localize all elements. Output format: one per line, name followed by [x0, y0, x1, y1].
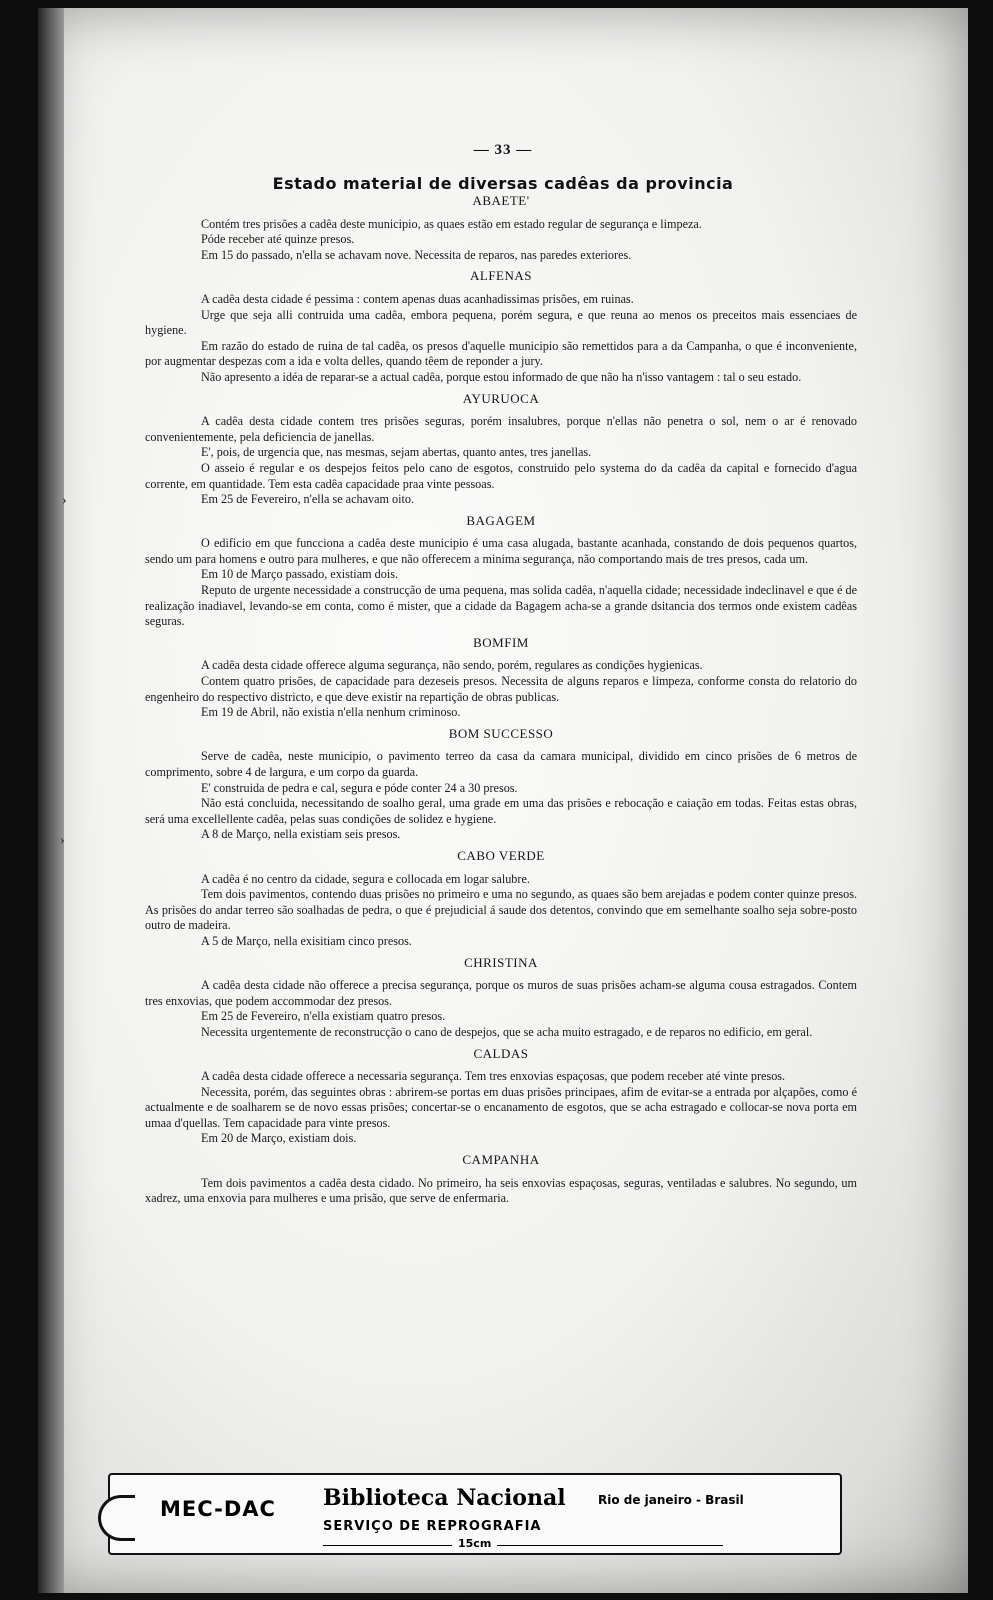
section	[145, 1046, 857, 1148]
binding-shadow	[38, 8, 64, 1593]
paragraph: Contem quatro prisões, de capacidade para dezeseis presos. Necessita de alguns reparos e limpeza, conforme consta do relatorio do engenheiro do respectivo districto, e que deve existir na repartição de obras publicas.	[145, 674, 857, 704]
section-heading: AYURUOCA	[462, 390, 540, 406]
library-stamp	[108, 1473, 842, 1555]
paragraph: O edificio em que funcciona a cadêa deste municipio é uma casa alugada, bastante acanhada, constando de dois pequenos quartos, sendo um para homens e outro para mulheres, e que não offerecem a minima segurança, não comportando mais de tres presos, cada um.	[145, 536, 857, 566]
paragraph: A cadêa desta cidade offerece alguma segurança, não sendo, porém, regulares as condições hygienicas.	[201, 658, 703, 673]
paragraph: Tem dois pavimentos, contendo duas prisões no primeiro e uma no segundo, as quaes são bem arejadas e podem conter quinze presos. As prisões do andar terreo são soalhadas de pedra, o que é prejudicial á saude dos detentos, convindo que em semelhante soalho seja sobre-posto outro de madeira.	[145, 887, 857, 933]
margin-mark: ›	[60, 833, 65, 848]
paragraph: A cadêa desta cidade é pessima : contem apenas duas acanhadissimas prisões, em ruinas.	[201, 291, 634, 306]
section-heading: CABO VERDE	[457, 847, 545, 863]
paragraph: Em razão do estado de ruina de tal cadêa, os presos d'aquelle municipio são remettidos para a da Campanha, o que é inconveniente, por augmentar despezas com a ida e volta delles, quando têem de reponder a jury.	[145, 338, 857, 369]
section-heading: ABAETE'	[472, 193, 530, 208]
section	[145, 268, 857, 385]
paragraph: Não está concluida, necessitando de soalho geral, uma grade em uma das prisões e rebocação e caiação em todas. Feitas estas obras, será uma excellellente cadêa, pelas suas condições de solidez e hygiene.	[145, 796, 857, 826]
stamp-scale-label: 15cm	[452, 1537, 497, 1550]
stamp-service: SERVIÇO DE REPROGRAFIA	[323, 1519, 542, 1534]
document-title: Estado material de diversas cadêas da provincia	[272, 174, 734, 193]
paragraph: Não apresento a idéa de reparar-se a actual cadêa, porque estou informado de que não ha n'isso vantagem : tal o seu estado.	[201, 369, 802, 384]
paragraph: Reputo de urgente necessidade a construcção de uma pequena, mas solida cadêa, n'aquella cidade; necessidade indeclinavel e que é de realização inadiavel, levando-se em conta, como é mister, que a cidade da Bagagem acha-se a grande dsitancia dos termos onde existem cadêas seguras.	[145, 583, 857, 629]
document-body	[145, 188, 857, 1207]
paragraph: Contém tres prisões a cadêa deste municipio, as quaes estão em estado regular de segurança e limpeza.	[201, 216, 702, 231]
paragraph: Urge que seja alli contruida uma cadêa, embora pequena, porém segura, e que reuna ao menos os preceitos mais essenciaes de hygiene.	[145, 307, 857, 338]
page-number: — 33 —	[473, 142, 533, 158]
paragraph: Em 19 de Abril, não existia n'ella nenhum criminoso.	[201, 705, 461, 720]
paragraph: A cadêa desta cidade offerece a necessaria segurança. Tem tres enxovias espaçosas, que podem receber até vinte presos.	[201, 1069, 786, 1084]
section-heading: CAMPANHA	[462, 1152, 540, 1168]
section	[145, 1152, 857, 1207]
paragraph: Em 10 de Março passado, existiam dois.	[201, 567, 398, 582]
section	[145, 635, 857, 721]
stamp-library-name: Biblioteca Nacional	[323, 1485, 566, 1511]
stamp-scale-rule	[323, 1545, 723, 1546]
section-heading: ALFENAS	[469, 268, 532, 284]
paragraph: Serve de cadêa, neste municipio, o pavimento terreo da casa da camara municipal, dividido em cinco prisões de 6 metros de comprimento, sobre 4 de largura, e um corpo da guarda.	[145, 749, 857, 779]
section	[145, 513, 857, 630]
stamp-org: MEC-DAC	[160, 1497, 276, 1521]
section-heading: CHRISTINA	[464, 954, 538, 970]
paragraph: Necessita urgentemente de reconstrucção o cano de despejos, que se acha muito estragado, e de reparos no edificio, em geral.	[201, 1024, 813, 1039]
paragraph: Necessita, porém, das seguintes obras : abrirem-se portas em duas prisões principaes, afim de evitar-se a entrada por alçapões, como é actualmente e de soalharem se de novo essas prisões; concertar-se o encanamento de esgotos, que se acha estragado e collocar-se nova porta em umaa d'quellas. Tem capacidade para vinte presos.	[145, 1084, 857, 1130]
paragraph: Em 15 do passado, n'ella se achavam nove. Necessita de reparos, nas paredes exteriores.	[201, 247, 632, 262]
paragraph: E' construida de pedra e cal, segura e póde conter 24 a 30 presos.	[201, 780, 518, 795]
section	[145, 848, 857, 950]
paragraph: Em 20 de Março, existiam dois.	[201, 1131, 357, 1146]
paragraph: A 5 de Março, nella exisitiam cinco presos.	[201, 933, 412, 948]
section	[145, 955, 857, 1041]
paragraph: E', pois, de urgencia que, nas mesmas, sejam abertas, quanto antes, tres janellas.	[201, 445, 592, 460]
margin-mark: ›	[62, 493, 67, 508]
paragraph: Em 25 de Fevereiro, n'ella se achavam oito.	[201, 492, 415, 507]
paragraph: A cadêa é no centro da cidade, segura e collocada em logar salubre.	[201, 871, 530, 886]
paragraph: O asseio é regular e os despejos feitos pelo cano de esgotos, construido pelo systema do da cadêa da capital e fornecido d'agua corrente, em quantidade. Tem esta cadêa capacidade praa vinte pessoas.	[145, 460, 857, 491]
paragraph: A 8 de Março, nella existiam seis presos.	[201, 827, 401, 842]
paragraph: Em 25 de Fevereiro, n'ella existiam quatro presos.	[201, 1009, 446, 1024]
paragraph: Tem dois pavimentos a cadêa desta cidado. No primeiro, ha seis enxovias espaçosas, seguras, ventiladas e salubres. No segundo, um xadrez, uma enxovia para mulheres e uma prisão, que serve de enfermaria.	[145, 1175, 857, 1206]
section-heading: CALDAS	[473, 1045, 529, 1061]
section	[145, 193, 857, 263]
paragraph: A cadêa desta cidade contem tres prisões seguras, porém insalubres, porque n'ellas não penetra o sol, nem o ar é renovado convenientemente, pela deficiencia de janellas.	[145, 414, 857, 444]
section-heading: BOMFIM	[473, 634, 529, 650]
paragraph: Póde receber até quinze presos.	[201, 232, 355, 247]
stamp-city: Rio de janeiro - Brasil	[598, 1493, 744, 1507]
paragraph: A cadêa desta cidade não offerece a precisa segurança, porque os muros de suas prisões acham-se alguma cousa estragados. Contem tres enxovias, que podem accommodar dez presos.	[145, 978, 857, 1008]
section	[145, 391, 857, 508]
section-heading: BOM SUCCESSO	[448, 725, 554, 741]
section	[145, 726, 857, 843]
section-heading: BAGAGEM	[466, 512, 536, 528]
